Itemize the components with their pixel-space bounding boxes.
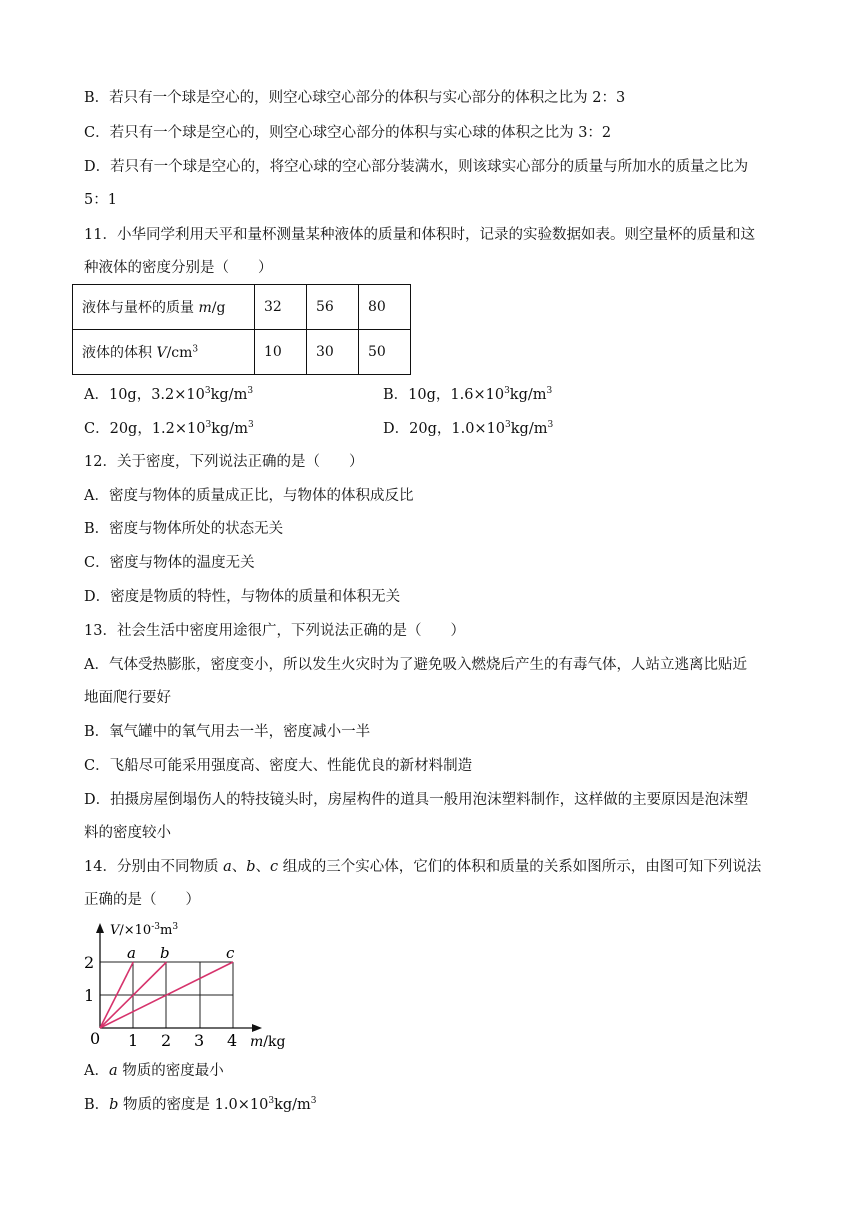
q11-data-table	[72, 284, 411, 375]
row1-value-2: 56	[307, 285, 359, 330]
x-tick-1: 1	[128, 1031, 139, 1050]
q12-option-d: D．密度是物质的特性，与物体的质量和体积无关	[84, 589, 401, 605]
q10-option-d-line2: 5：1	[84, 192, 117, 208]
q12-option-a: A．密度与物体的质量成正比，与物体的体积成反比	[84, 488, 414, 504]
q11-option-b: B．10g，$1.6\times 10^3kg/m^3$	[383, 386, 553, 403]
x-axis-arrow	[252, 1024, 262, 1032]
y-tick-2: 2	[84, 953, 95, 972]
series-labels	[127, 944, 235, 962]
q11-stem-line2: 种液体的密度分别是（ ）	[84, 260, 273, 276]
x-axis-label: m/kg	[250, 1034, 286, 1050]
series-label-b: b	[160, 944, 170, 962]
x-tick-2: 2	[161, 1031, 172, 1050]
row2-value-2: 30	[307, 330, 359, 375]
axes	[96, 923, 262, 1032]
x-tick-4: 4	[227, 1031, 238, 1050]
q14-stem-line2: 正确的是（ ）	[84, 892, 200, 908]
q13-option-a-line1: A．气体受热膨胀，密度变小，所以发生火灾时为了避免吸入燃烧后产生的有毒气体，人站立逃离比贴近	[84, 657, 747, 673]
row1-header: 液体与量杯的质量 m/g	[73, 285, 255, 330]
series-label-a: a	[127, 944, 136, 962]
q11-option-c: C．20g，$1.2\times 10^3kg/m^3$	[84, 420, 254, 437]
q10-option-b: B．若只有一个球是空心的，则空心球空心部分的体积与实心部分的体积之比为 2：3	[84, 90, 626, 106]
row1-value-3: 80	[359, 285, 411, 330]
y-tick-1: 1	[84, 986, 95, 1005]
q10-option-d-line1: D．若只有一个球是空心的，将空心球的空心部分装满水，则该球实心部分的质量与所加水的质量之比为	[84, 159, 749, 175]
y-axis-label: $V/\times 10^{-3}m^3$	[110, 922, 179, 938]
row2-header: 液体的体积 $V/cm^3$	[73, 330, 255, 375]
origin-label: 0	[90, 1029, 101, 1048]
x-tick-3: 3	[194, 1031, 205, 1050]
row1-value-1: 32	[255, 285, 307, 330]
q13-option-a-line2: 地面爬行要好	[84, 690, 171, 706]
q14-option-b: B．b 物质的密度是 $1.0\times 10^3kg/m^3$	[84, 1096, 317, 1113]
q12-option-c: C．密度与物体的温度无关	[84, 555, 255, 571]
q11-stem-line1: 11．小华同学利用天平和量杯测量某种液体的质量和体积时，记录的实验数据如表。则空量杯的质量和这	[84, 227, 755, 243]
table-row	[73, 330, 411, 375]
q11-option-d: D．20g，$1.0\times 10^3kg/m^3$	[383, 420, 554, 437]
q12-option-b: B．密度与物体所处的状态无关	[84, 521, 284, 537]
q10-option-c: C．若只有一个球是空心的，则空心球空心部分的体积与实心球的体积之比为 3：2	[84, 125, 612, 141]
table-row	[73, 285, 411, 330]
q13-option-b: B．氧气罐中的氧气用去一半，密度减小一半	[84, 724, 371, 740]
row2-value-3: 50	[359, 330, 411, 375]
row2-value-1: 10	[255, 330, 307, 375]
q13-option-d-line2: 料的密度较小	[84, 825, 171, 841]
volume-mass-chart	[80, 918, 290, 1056]
q11-option-a: A．10g，$3.2\times 10^3kg/m^3$	[84, 386, 254, 403]
q13-stem: 13．社会生活中密度用途很广，下列说法正确的是（ ）	[84, 623, 465, 639]
q14-stem-line1: 14．分别由不同物质 a、b、c 组成的三个实心体，它们的体积和质量的关系如图所示，由图可知下列说法	[84, 859, 762, 875]
q13-option-c: C．飞船尽可能采用强度高、密度大、性能优良的新材料制造	[84, 758, 473, 774]
q12-stem: 12．关于密度，下列说法正确的是（ ）	[84, 454, 364, 470]
q13-option-d-line1: D．拍摄房屋倒塌伤人的特技镜头时，房屋构件的道具一般用泡沫塑料制作，这样做的主要原因是泡沫塑	[84, 792, 749, 808]
series-label-c: c	[226, 944, 235, 962]
y-axis-arrow	[96, 923, 104, 933]
q14-option-a: A．a 物质的密度最小	[84, 1063, 224, 1079]
